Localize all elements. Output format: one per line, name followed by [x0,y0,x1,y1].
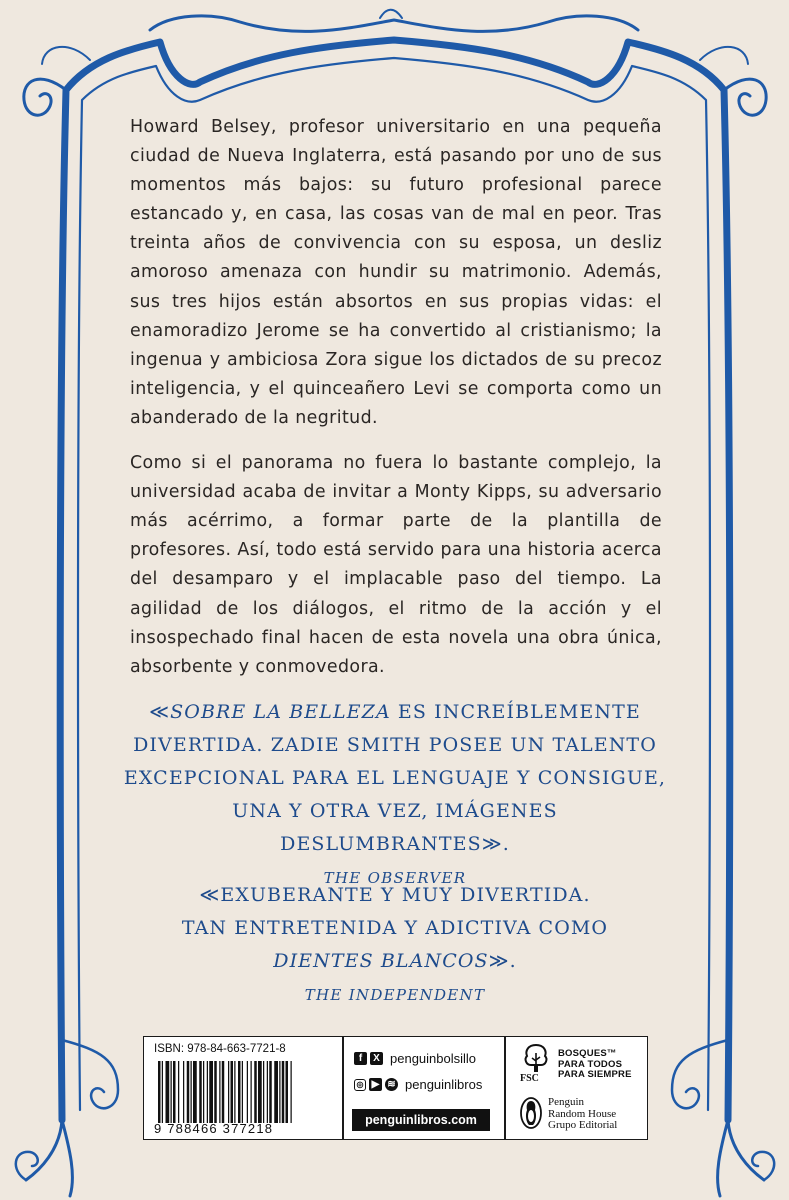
barcode-bar [251,1061,252,1123]
barcode-bar [247,1061,248,1123]
x-icon: X [370,1052,383,1065]
social-handle: penguinlibros [405,1077,483,1092]
website-label: penguinlibros.com [352,1109,490,1131]
barcode-bar [191,1061,192,1123]
barcode-bar [286,1061,289,1123]
isbn-label: ISBN: 978-84-663-7721-8 [154,1043,286,1055]
barcode-bar [291,1061,292,1123]
barcode-bar [173,1061,176,1123]
divider [342,1037,344,1139]
barcode-bar [178,1061,179,1123]
fsc-slogan: BOSQUES™ PARA TODOS PARA SIEMPRE [558,1048,632,1080]
barcode-digits: 9 788466 377218 [154,1121,274,1136]
barcode-bar [274,1061,278,1123]
fsc-logo [516,1043,642,1087]
synopsis-paragraph-2: Como si el panorama no fuera lo bastante complejo, la universidad acaba de invitar a Monty Kipps, su adversario más acérrimo, a formar parte de la plantilla de profesores. Así, todo está servido para una historia acerca del desamparo y el implacable paso del tiempo. La agilidad de los diálogos, el ritmo de la acción y el insospechado final hacen de esta novela una obra única, absorbente y conmovedora. [130,453,662,677]
quote-text: ≪SOBRE LA BELLEZA ES INCREÍBLEMENTE DIVERTIDA. ZADIE SMITH POSEE UN TALENTO EXCEPCIONAL PARA EL LENGUAJE Y CONSIGUE, UNA Y OTRA VEZ, IMÁGENES DESLUMBRANTES≫. [123,701,667,855]
barcode-bar [222,1061,225,1123]
synopsis [130,113,662,698]
review-quote-observer [120,696,670,887]
fsc-label: FSC [520,1073,539,1084]
barcode-bar [279,1061,280,1123]
barcode-bar [187,1061,190,1123]
quote-text: ≪EXUBERANTE Y MUY DIVERTIDA. TAN ENTRETENIDA Y ADICTIVA COMO DIENTES BLANCOS≫. [181,884,609,972]
barcode-bar [234,1061,235,1123]
facebook-icon: f [354,1052,367,1065]
barcode-bar [209,1061,213,1123]
barcode-bar [203,1061,204,1123]
synopsis-paragraph-1: Howard Belsey, profesor universitario en una pequeña ciudad de Nueva Inglaterra, está pasando por uno de sus momentos más bajos: su futuro profesional parece estancado y, en casa, las cosas van de mal en peor. Tras treinta años de convivencia con su esposa, un desliz amoroso amenaza con hundir su matrimonio. Además, sus tres hijos están absortos en sus propias vidas: el enamoradizo Jerome se ha convertido al cristianismo; la ingenua y ambiciosa Zora sigue los dictados de su precoz inteligencia, y el quinceañero Levi se comporta como un abanderado de la negritud. [130,117,662,428]
spotify-icon: ≋ [385,1078,398,1091]
barcode-bar [231,1061,234,1123]
barcode-bar [282,1061,285,1123]
barcode-bar [171,1061,172,1123]
youtube-icon: ▶ [369,1078,382,1091]
barcode-bar [207,1061,208,1123]
review-quote-independent [120,879,670,1004]
barcode-bar [228,1061,229,1123]
instagram-icon: ◎ [354,1079,366,1091]
social-row-1 [354,1051,476,1066]
quote-source: THE INDEPENDENT [304,986,486,1004]
barcode-bar [214,1061,217,1123]
book-title: DIENTES BLANCOS [273,950,489,972]
publisher-logo [516,1095,642,1135]
quote-source: THE OBSERVER [323,869,467,887]
penguin-icon [520,1097,542,1129]
legal-info-box [143,1036,648,1140]
barcode [158,1061,332,1123]
barcode-bar [219,1061,220,1123]
barcode-bar [254,1061,257,1123]
barcode-bar [267,1061,268,1123]
publisher-name: Penguin Random House Grupo Editorial [548,1096,618,1131]
barcode-bar [166,1061,170,1123]
barcode-bar [258,1061,262,1123]
barcode-bar [238,1061,241,1123]
book-title: SOBRE LA BELLEZA [170,701,391,723]
barcode-bar [183,1061,184,1123]
barcode-bar [199,1061,202,1123]
barcode-bar [263,1061,264,1123]
social-row-2 [354,1077,482,1092]
barcode-bar [269,1061,272,1123]
barcode-bar [193,1061,197,1123]
barcode-bar [162,1061,163,1123]
barcode-bar [242,1061,243,1123]
divider [504,1037,506,1139]
social-handle: penguinbolsillo [390,1051,477,1066]
barcode-bar [158,1061,161,1123]
tree-icon [522,1043,550,1073]
